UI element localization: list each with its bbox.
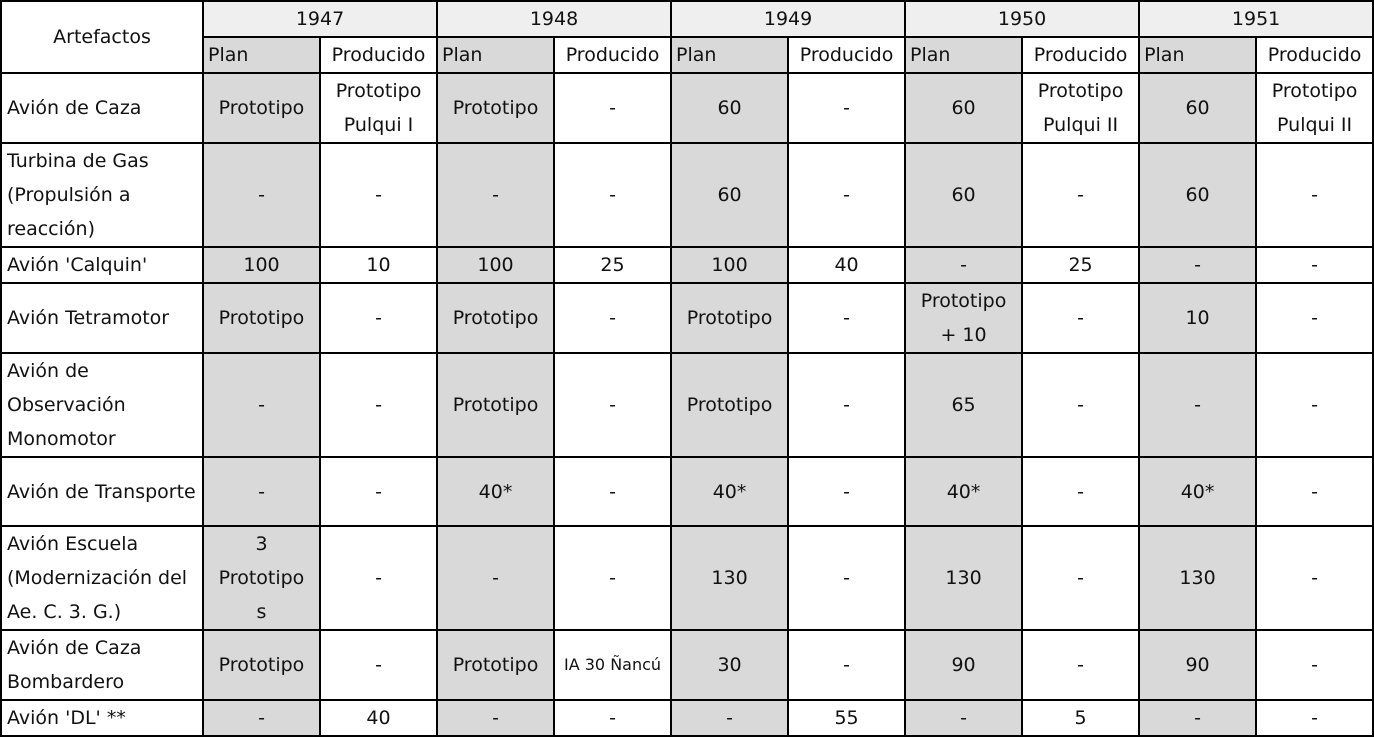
- cell-value: 10: [1185, 307, 1210, 329]
- producido-cell: [554, 143, 671, 247]
- cell-value: 60: [717, 184, 742, 206]
- table-row: [1, 143, 1373, 247]
- plan-cell: [1139, 143, 1256, 247]
- producido-cell: [788, 143, 905, 247]
- producido-cell: [1256, 143, 1373, 247]
- cell-value: 130: [711, 567, 748, 589]
- cell-value: 40*: [712, 480, 747, 503]
- cell-value: -: [609, 184, 616, 206]
- producido-cell: [554, 247, 671, 283]
- year-header-row: [1, 1, 1373, 37]
- producido-header: Producido: [320, 37, 437, 73]
- plan-cell: [1139, 526, 1256, 630]
- plan-header: Plan: [1139, 37, 1256, 73]
- plan-cell: [671, 283, 788, 353]
- cell-value: -: [1311, 567, 1318, 589]
- plan-cell: [1139, 630, 1256, 700]
- cell-value: Prototipo: [452, 394, 539, 416]
- cell-value: -: [1311, 184, 1318, 206]
- producido-cell: [788, 283, 905, 353]
- cell-value: 5: [1074, 707, 1087, 729]
- producido-cell: [788, 457, 905, 526]
- cell-value: -: [609, 307, 616, 329]
- producido-header: Producido: [1022, 37, 1139, 73]
- cell-value: 40*: [478, 480, 513, 503]
- producido-cell: [1022, 143, 1139, 247]
- plan-cell: [203, 700, 320, 736]
- cell-value: 130: [1179, 567, 1216, 589]
- cell-value: -: [1311, 480, 1318, 503]
- producido-cell: [320, 247, 437, 283]
- plan-cell: [671, 700, 788, 736]
- cell-value: 25: [600, 254, 625, 276]
- plan-cell: [905, 630, 1022, 700]
- cell-value: -: [960, 254, 967, 276]
- cell-value: -: [492, 184, 499, 206]
- plan-cell: [437, 700, 554, 736]
- producido-cell: [554, 73, 671, 143]
- cell-value: Prototipo + 10: [920, 290, 1007, 346]
- producido-cell: [788, 630, 905, 700]
- producido-cell: [554, 283, 671, 353]
- plan-cell: [671, 353, 788, 457]
- cell-value: Prototipo Pulqui II: [1037, 80, 1124, 136]
- plan-cell: [203, 143, 320, 247]
- cell-value: 60: [717, 97, 742, 119]
- row-label: Avión Tetramotor: [1, 283, 203, 353]
- cell-value: -: [726, 707, 733, 729]
- cell-value: Prototipo: [218, 307, 305, 329]
- producido-cell: [1256, 283, 1373, 353]
- cell-value: -: [843, 394, 850, 416]
- cell-value: 40*: [946, 480, 981, 503]
- plan-cell: [671, 457, 788, 526]
- cell-value: 3 Prototipo s: [218, 533, 305, 623]
- cell-value: -: [1311, 394, 1318, 416]
- producido-cell: [788, 700, 905, 736]
- table-row: [1, 283, 1373, 353]
- cell-value: Prototipo Pulqui I: [335, 80, 422, 136]
- plan-cell: [905, 526, 1022, 630]
- plan-cell: [1139, 283, 1256, 353]
- cell-value: 55: [834, 707, 859, 729]
- producido-cell: [1022, 630, 1139, 700]
- cell-value: -: [609, 394, 616, 416]
- table-row: [1, 353, 1373, 457]
- plan-cell: [203, 630, 320, 700]
- cell-value: -: [258, 707, 265, 729]
- producido-cell: [320, 526, 437, 630]
- plan-cell: [671, 630, 788, 700]
- table-row: [1, 526, 1373, 630]
- plan-cell: [905, 353, 1022, 457]
- table-row: [1, 73, 1373, 143]
- producido-cell: [1256, 247, 1373, 283]
- cell-value: -: [258, 394, 265, 416]
- cell-value: 65: [951, 394, 976, 416]
- producido-cell: [554, 630, 671, 700]
- producido-cell: [1022, 353, 1139, 457]
- plan-cell: [1139, 457, 1256, 526]
- plan-cell: [671, 143, 788, 247]
- cell-value: 60: [951, 97, 976, 119]
- cell-value: -: [258, 480, 265, 503]
- cell-value: 90: [1185, 654, 1210, 676]
- table-header: [1, 1, 1373, 73]
- producido-cell: [1256, 73, 1373, 143]
- row-label: Avión 'DL' **: [1, 700, 203, 736]
- producido-cell: [320, 630, 437, 700]
- artefactos-header: Artefactos: [1, 1, 203, 73]
- plan-cell: [437, 457, 554, 526]
- row-label: Avión de Caza Bombardero: [1, 630, 203, 700]
- cell-value: Prototipo: [218, 654, 305, 676]
- cell-value: -: [1311, 654, 1318, 676]
- plan-cell: [203, 353, 320, 457]
- cell-value: -: [492, 567, 499, 589]
- plan-cell: [437, 247, 554, 283]
- cell-value: -: [1077, 654, 1084, 676]
- plan-cell: [1139, 700, 1256, 736]
- producido-cell: [554, 353, 671, 457]
- cell-value: -: [609, 480, 616, 503]
- row-label: Avión de Caza: [1, 73, 203, 143]
- cell-value: 100: [711, 254, 748, 276]
- cell-value: -: [375, 184, 382, 206]
- plan-cell: [203, 526, 320, 630]
- cell-value: -: [1311, 307, 1318, 329]
- producido-header: Producido: [554, 37, 671, 73]
- cell-value: 25: [1068, 254, 1093, 276]
- plan-cell: [905, 700, 1022, 736]
- cell-value: -: [609, 97, 616, 119]
- cell-value: -: [843, 97, 850, 119]
- year-header-1947: 1947: [203, 1, 437, 37]
- plan-cell: [671, 73, 788, 143]
- row-label: Avión de Observación Monomotor: [1, 353, 203, 457]
- cell-value: -: [375, 654, 382, 676]
- cell-value: Prototipo: [452, 307, 539, 329]
- plan-cell: [905, 283, 1022, 353]
- plan-cell: [905, 247, 1022, 283]
- producido-cell: [1022, 247, 1139, 283]
- cell-value: -: [1077, 394, 1084, 416]
- plan-cell: [437, 526, 554, 630]
- cell-value: Prototipo: [218, 97, 305, 119]
- producido-cell: [1256, 700, 1373, 736]
- plan-cell: [671, 526, 788, 630]
- cell-value: -: [375, 307, 382, 329]
- cell-value: -: [843, 480, 850, 503]
- year-header-1950: 1950: [905, 1, 1139, 37]
- producido-cell: [320, 73, 437, 143]
- table-row: [1, 457, 1373, 526]
- cell-value: -: [1311, 254, 1318, 276]
- producido-cell: [320, 700, 437, 736]
- table-body: [1, 73, 1373, 736]
- plan-cell: [905, 457, 1022, 526]
- cell-value: -: [375, 567, 382, 589]
- year-header-1951: 1951: [1139, 1, 1373, 37]
- cell-value: -: [960, 707, 967, 729]
- cell-value: -: [375, 480, 382, 503]
- producido-cell: [1022, 700, 1139, 736]
- cell-value: -: [843, 567, 850, 589]
- producido-cell: [788, 353, 905, 457]
- plan-cell: [437, 283, 554, 353]
- plan-cell: [1139, 73, 1256, 143]
- cell-value: Prototipo: [452, 654, 539, 676]
- cell-value: Prototipo: [686, 307, 773, 329]
- cell-value: 100: [477, 254, 514, 276]
- plan-cell: [437, 143, 554, 247]
- cell-value: 130: [945, 567, 982, 589]
- cell-value: 60: [1185, 97, 1210, 119]
- producido-cell: [1256, 526, 1373, 630]
- cell-value: Prototipo Pulqui II: [1271, 80, 1358, 136]
- cell-value: 10: [366, 254, 391, 276]
- cell-value: Prototipo: [452, 97, 539, 119]
- cell-value: -: [1311, 707, 1318, 729]
- plan-cell: [905, 73, 1022, 143]
- plan-header: Plan: [203, 37, 320, 73]
- producido-cell: [554, 457, 671, 526]
- producido-cell: [320, 457, 437, 526]
- plan-cell: [905, 143, 1022, 247]
- producido-cell: [554, 700, 671, 736]
- producido-cell: [788, 73, 905, 143]
- cell-value: -: [1077, 567, 1084, 589]
- cell-value: IA 30 Ñancú: [564, 655, 662, 674]
- cell-value: -: [1194, 254, 1201, 276]
- cell-value: -: [1077, 480, 1084, 503]
- plan-cell: [203, 283, 320, 353]
- cell-value: 40*: [1180, 480, 1215, 503]
- cell-value: -: [375, 394, 382, 416]
- producido-cell: [788, 526, 905, 630]
- cell-value: 40: [366, 707, 391, 729]
- producido-header: Producido: [1256, 37, 1373, 73]
- cell-value: -: [843, 184, 850, 206]
- cell-value: 40: [834, 254, 859, 276]
- plan-cell: [437, 630, 554, 700]
- row-label: Avión 'Calquin': [1, 247, 203, 283]
- producido-cell: [1022, 526, 1139, 630]
- row-label: Turbina de Gas (Propulsión a reacción): [1, 143, 203, 247]
- cell-value: -: [1077, 307, 1084, 329]
- cell-value: 90: [951, 654, 976, 676]
- plan-cell: [203, 73, 320, 143]
- cell-value: 30: [717, 654, 742, 676]
- row-label: Avión de Transporte: [1, 457, 203, 526]
- year-header-1949: 1949: [671, 1, 905, 37]
- table-row: [1, 700, 1373, 736]
- plan-cell: [1139, 353, 1256, 457]
- plan-cell: [671, 247, 788, 283]
- producido-cell: [320, 283, 437, 353]
- row-label: Avión Escuela (Modernización del Ae. C. 3. G.): [1, 526, 203, 630]
- producido-header: Producido: [788, 37, 905, 73]
- cell-value: -: [843, 654, 850, 676]
- plan-header: Plan: [905, 37, 1022, 73]
- cell-value: -: [1077, 184, 1084, 206]
- subheader-row: [1, 37, 1373, 73]
- producido-cell: [1256, 353, 1373, 457]
- cell-value: -: [843, 307, 850, 329]
- producido-cell: [320, 353, 437, 457]
- cell-value: -: [258, 184, 265, 206]
- cell-value: -: [1194, 707, 1201, 729]
- plan-header: Plan: [437, 37, 554, 73]
- cell-value: -: [1194, 394, 1201, 416]
- table-row: [1, 247, 1373, 283]
- plan-cell: [437, 73, 554, 143]
- producido-cell: [1022, 457, 1139, 526]
- plan-cell: [1139, 247, 1256, 283]
- producido-cell: [1022, 283, 1139, 353]
- cell-value: 60: [951, 184, 976, 206]
- cell-value: 100: [243, 254, 280, 276]
- cell-value: -: [492, 707, 499, 729]
- producido-cell: [788, 247, 905, 283]
- cell-value: Prototipo: [686, 394, 773, 416]
- plan-cell: [203, 247, 320, 283]
- plan-header: Plan: [671, 37, 788, 73]
- cell-value: -: [609, 707, 616, 729]
- producido-cell: [1256, 457, 1373, 526]
- plan-cell: [203, 457, 320, 526]
- year-header-1948: 1948: [437, 1, 671, 37]
- producido-cell: [554, 526, 671, 630]
- cell-value: 60: [1185, 184, 1210, 206]
- producido-cell: [1256, 630, 1373, 700]
- plan-cell: [437, 353, 554, 457]
- cell-value: -: [609, 567, 616, 589]
- table-row: [1, 630, 1373, 700]
- producido-cell: [320, 143, 437, 247]
- producido-cell: [1022, 73, 1139, 143]
